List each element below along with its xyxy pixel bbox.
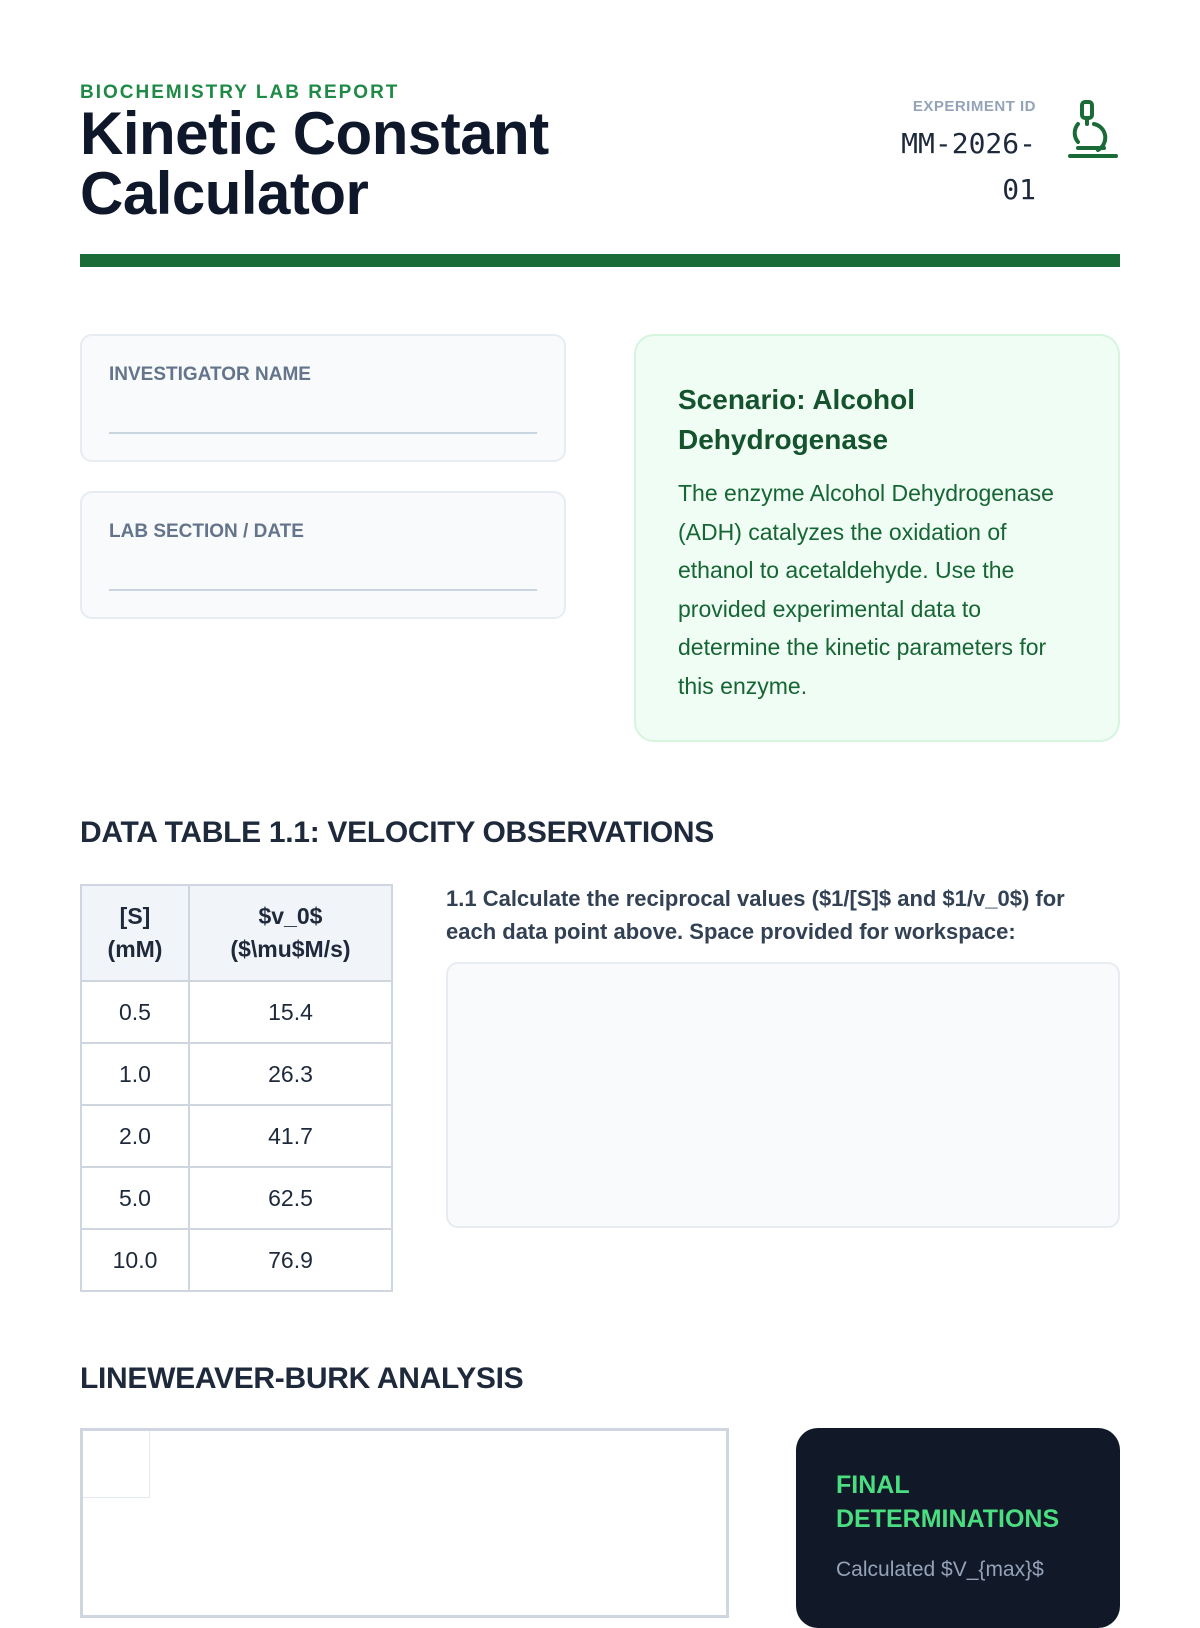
velocity-cell: 62.5 (189, 1167, 392, 1229)
final-title: FINAL DETERMINATIONS (836, 1471, 1060, 1533)
section-date-field[interactable] (80, 491, 566, 619)
substrate-cell: 1.0 (81, 1043, 189, 1105)
scenario-card (634, 334, 1120, 742)
column-header-substrate-line2: (mM) (107, 936, 163, 962)
column-header-substrate (81, 885, 189, 981)
velocity-table (80, 884, 393, 1292)
table-header-row (81, 885, 392, 981)
experiment-id-block (816, 98, 1036, 213)
velocity-cell: 26.3 (189, 1043, 392, 1105)
vmax-label: Calculated $V_{max}$ (836, 1558, 1044, 1581)
experiment-id-value: MM-2026-01 (901, 127, 1036, 206)
table-row (81, 981, 392, 1043)
microscope-icon (1064, 98, 1120, 162)
title-line-2: Calculator (80, 160, 369, 227)
question-1-1: 1.1 Calculate the reciprocal values ($1/[S]$ and $1/v_0$) for each data point above. Space provided for workspace: (446, 886, 1065, 944)
header-divider (80, 254, 1120, 267)
scenario-title: Scenario: Alcohol Dehydrogenase (678, 384, 916, 455)
table-row (81, 1167, 392, 1229)
section-date-label: LAB SECTION / DATE (109, 521, 304, 542)
report-kicker: BIOCHEMISTRY LAB REPORT (80, 82, 400, 103)
table-row (81, 1229, 392, 1291)
column-header-velocity-line1: $v_0$ (258, 903, 323, 929)
analysis-title: LINEWEAVER-BURK ANALYSIS (80, 1362, 524, 1395)
column-header-substrate-line1: [S] (119, 903, 151, 929)
investigator-label: INVESTIGATOR NAME (109, 364, 311, 385)
page-title (80, 100, 549, 227)
final-determinations-card (796, 1428, 1120, 1628)
report-header (80, 78, 1120, 268)
investigator-field[interactable] (80, 334, 566, 462)
column-header-velocity (189, 885, 392, 981)
investigator-input-line[interactable] (109, 432, 537, 434)
velocity-cell: 15.4 (189, 981, 392, 1043)
substrate-cell: 10.0 (81, 1229, 189, 1291)
workspace-box[interactable] (446, 962, 1120, 1228)
graph-grid-cell (83, 1431, 150, 1498)
scenario-text: The enzyme Alcohol Dehydrogenase (ADH) catalyzes the oxidation of ethanol to acetaldehyde. Use the provided experimental data to determine the kinetic parameters for this enzyme. (678, 480, 1054, 699)
data-table-title: DATA TABLE 1.1: VELOCITY OBSERVATIONS (80, 816, 714, 849)
substrate-cell: 5.0 (81, 1167, 189, 1229)
graph-area[interactable] (80, 1428, 729, 1618)
substrate-cell: 2.0 (81, 1105, 189, 1167)
substrate-cell: 0.5 (81, 981, 189, 1043)
table-row (81, 1105, 392, 1167)
experiment-id-label: EXPERIMENT ID (912, 98, 1036, 115)
table-row (81, 1043, 392, 1105)
velocity-cell: 41.7 (189, 1105, 392, 1167)
velocity-cell: 76.9 (189, 1229, 392, 1291)
title-line-1: Kinetic Constant (80, 100, 549, 167)
column-header-velocity-line2: ($\mu$M/s) (230, 936, 351, 962)
section-date-input-line[interactable] (109, 589, 537, 591)
